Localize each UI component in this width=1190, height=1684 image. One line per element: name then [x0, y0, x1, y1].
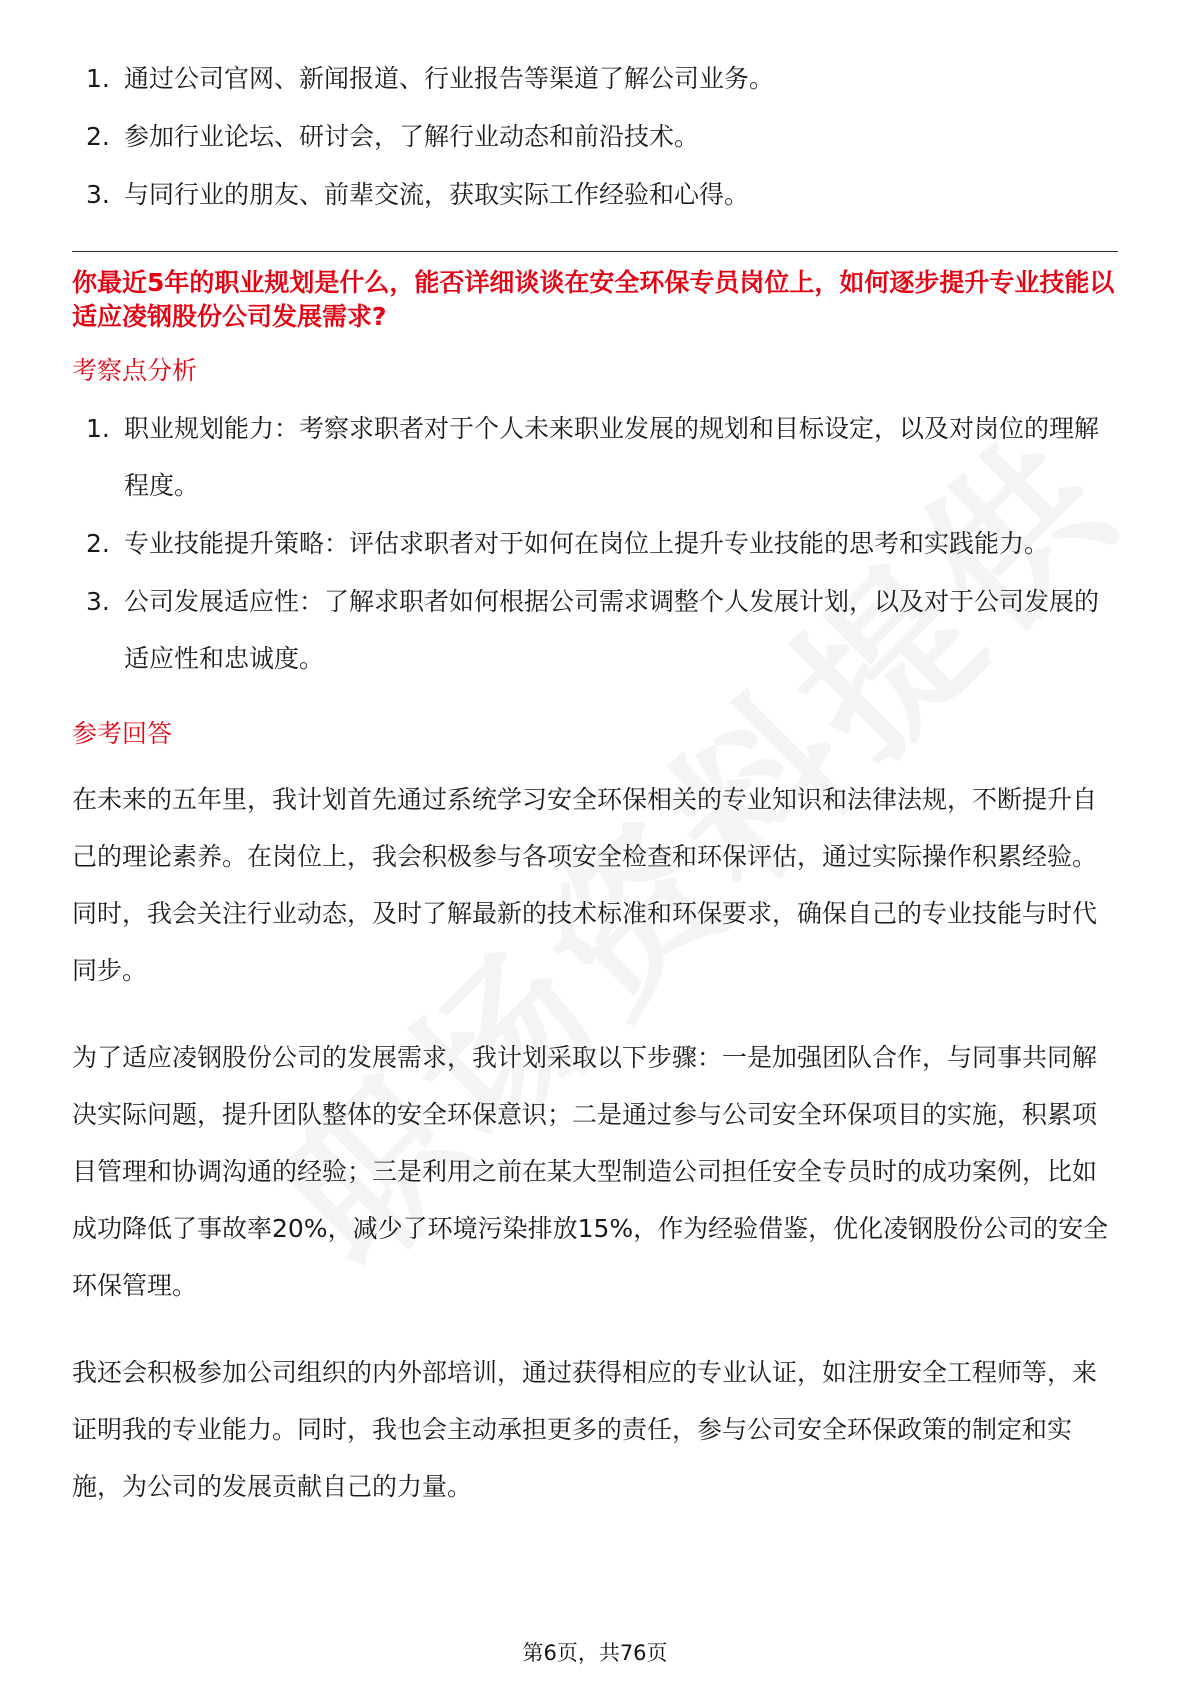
answer-paragraph: 为了适应凌钢股份公司的发展需求，我计划采取以下步骤：一是加强团队合作，与同事共同解决实际问题，提升团队整体的安全环保意识；二是通过参与公司安全环保项目的实施，积累项目管理和协调沟通的经验；三是利用之前在某大型制造公司担任安全专员时的成功案例，比如成功降低了事故率20%，减少了环境污染排放15%，作为经验借鉴，优化凌钢股份公司的安全环保管理。: [72, 1043, 1109, 1300]
list-number: 3.: [86, 180, 110, 209]
analysis-title: 考察点分析: [72, 356, 198, 385]
list-item: [72, 108, 1118, 165]
page-number: 第6页，共76页: [522, 1641, 668, 1665]
intro-list: [72, 50, 1118, 223]
question-heading: 你最近5年的职业规划是什么，能否详细谈谈在安全环保专员岗位上，如何逐步提升专业技能以适应凌钢股份公司发展需求?: [72, 268, 1115, 331]
page-content: [72, 50, 1118, 1545]
list-number: 1.: [86, 414, 110, 443]
list-item: [72, 515, 1118, 572]
list-text: 与同行业的朋友、前辈交流，获取实际工作经验和心得。: [124, 180, 750, 209]
answer-paragraph: 我还会积极参加公司组织的内外部培训，通过获得相应的专业认证，如注册安全工程师等，来证明我的专业能力。同时，我也会主动承担更多的责任，参与公司安全环保政策的制定和实施，为公司的发展贡献自己的力量。: [72, 1358, 1098, 1501]
list-text: 通过公司官网、新闻报道、行业报告等渠道了解公司业务。: [124, 64, 775, 93]
list-text: 公司发展适应性：了解求职者如何根据公司需求调整个人发展计划，以及对于公司发展的适应性和忠诚度。: [124, 587, 1100, 673]
list-number: 2.: [86, 529, 110, 558]
list-text: 专业技能提升策略：评估求职者对于如何在岗位上提升专业技能的思考和实践能力。: [124, 529, 1050, 558]
list-item: [72, 400, 1118, 514]
list-number: 2.: [86, 122, 110, 151]
list-item: [72, 166, 1118, 223]
list-text: 参加行业论坛、研讨会，了解行业动态和前沿技术。: [124, 122, 700, 151]
section-divider: [72, 251, 1118, 252]
list-item: [72, 573, 1118, 687]
list-item: [72, 50, 1118, 107]
list-text: 职业规划能力：考察求职者对于个人未来职业发展的规划和目标设定，以及对岗位的理解程度。: [124, 414, 1100, 500]
analysis-list: [72, 400, 1118, 687]
answer-paragraph: 在未来的五年里，我计划首先通过系统学习安全环保相关的专业知识和法律法规，不断提升自己的理论素养。在岗位上，我会积极参与各项安全检查和环保评估，通过实际操作积累经验。同时，我会关注行业动态，及时了解最新的技术标准和环保要求，确保自己的专业技能与时代同步。: [72, 785, 1098, 985]
list-number: 3.: [86, 587, 110, 616]
list-number: 1.: [86, 64, 110, 93]
answer-title: 参考回答: [72, 719, 173, 748]
